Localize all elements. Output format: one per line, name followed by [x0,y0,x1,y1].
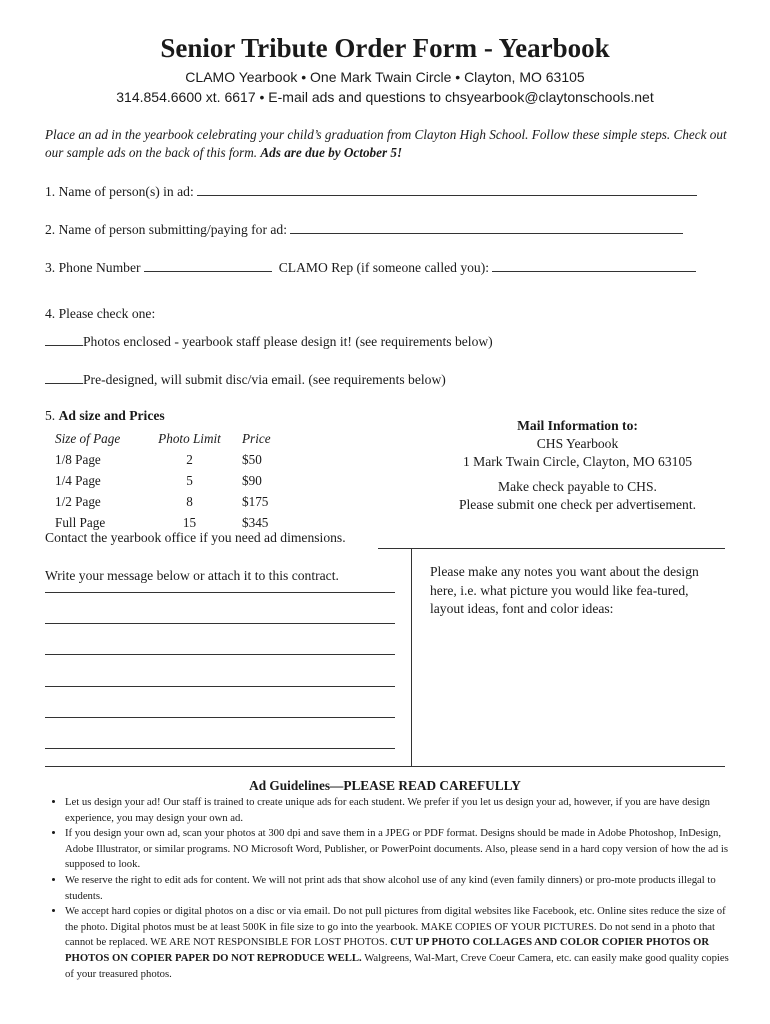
option1-text: Photos enclosed - yearbook staff please design it! (see requirements below) [83,334,493,349]
intro-paragraph [45,126,745,162]
name-label: 1. Name of person(s) in ad: [45,184,194,199]
guideline-item: • We accept hard copies or digital photos on a disc or via email. Do not pull pictures from digital websites like Facebook, etc. Online sites reduce the size of the photo. Digital photos must be at least 500K in file size to go into the yearbook. MAKE COPIES OF YOUR PICTURES. Do not send in a photo that cannot be replaced. WE ARE NOT RESPONSIBLE FOR LOST PHOTOS. CUT UP PHOTO COLLAGES AND COLOR COPIER PHOTOS OR PHOTOS ON COPIER PAPER DO NOT REPRODUCE WELL. Walgreens, Wal-Mart, Creve Coeur Camera, etc. can easily make good quality copies of your treasured photos. [65,904,730,982]
rep-input[interactable] [492,259,696,272]
mail-line: Make check payable to CHS. [498,479,657,494]
mail-info [430,417,725,514]
price-row: Full Page 15 $345 [55,514,269,530]
submitter-input[interactable] [290,221,683,234]
divider-line [378,548,725,549]
message-line [45,623,395,624]
deadline-text: Ads are due by October 5! [260,145,403,160]
guidelines-list [45,795,730,982]
guidelines-heading: Ad Guidelines—PLEASE READ CAREFULLY [249,778,521,793]
mail-line: Please submit one check per advertisement. [458,497,697,512]
guideline-item: • Let us design your ad! Our staff is trained to create unique ads for each student. We prefer if you let us design your ad, however, if you are have design experience, you may design your own ad. [65,795,730,826]
dimensions-note: Contact the yearbook office if you need ad dimensions. [45,530,346,545]
price-table-header: Size of Page Photo Limit Price [55,430,271,446]
field-submitter [45,221,683,238]
phone-label: 3. Phone Number [45,260,141,275]
option-pre-designed [45,371,446,388]
divider-line [45,766,725,767]
message-line [45,717,395,718]
design-notes-label: Please make any notes you want about the design here, i.e. what picture you would like fea-tured, layout ideas, font and color ideas: [430,564,699,616]
mail-line: CHS Yearbook [536,436,619,451]
phone-input[interactable] [144,259,272,272]
field-name-in-ad [45,183,697,200]
price-row: 1/2 Page 8 $175 [55,493,269,509]
divider-line [411,548,412,766]
submitter-label: 2. Name of person submitting/paying for ad: [45,222,287,237]
check-label: 4. Please check one: [45,306,156,321]
option-photos-enclosed [45,333,493,350]
address-line: CLAMO Yearbook • One Mark Twain Circle • Clayton, MO 63105 [185,69,585,85]
option2-checkbox[interactable] [45,371,83,384]
mail-line: 1 Mark Twain Circle, Clayton, MO 63105 [462,454,693,469]
option1-checkbox[interactable] [45,333,83,346]
name-input[interactable] [197,183,697,196]
message-label: Write your message below or attach it to this contract. [45,568,339,583]
prices-heading: 5. Ad size and Prices [45,408,165,423]
design-notes-area[interactable] [420,620,720,760]
mail-heading: Mail Information to: [517,418,638,433]
message-line [45,686,395,687]
guideline-item: • We reserve the right to edit ads for content. We will not print ads that show alcohol use of any kind (even family dinners) or pro-mote products illegal to students. [65,873,730,904]
field-phone-rep [45,259,696,276]
message-area[interactable] [45,560,395,760]
contact-line: 314.854.6600 xt. 6617 • E-mail ads and questions to chsyearbook@claytonschools.net [116,89,654,105]
form-title: Senior Tribute Order Form - Yearbook [160,33,610,63]
message-line [45,748,395,749]
price-row: 1/4 Page 5 $90 [55,472,262,488]
message-line [45,654,395,655]
rep-label: CLAMO Rep (if someone called you): [278,260,490,275]
price-row: 1/8 Page 2 $50 [55,451,262,467]
option2-text: Pre-designed, will submit disc/via email. (see requirements below) [83,372,446,387]
price-table [55,428,302,533]
guideline-item: • If you design your own ad, scan your photos at 300 dpi and save them in a JPEG or PDF format. Designs should be made in Adobe Photoshop, InDesign, Adobe Illustrator, or similar programs. NO Microsoft Word, Publisher, or PowerPoint documents. Also, please send in a hard copy version of how the ad is supposed to look. [65,826,730,873]
message-line [45,592,395,593]
intro-text: Place an ad in the yearbook celebrating your child’s graduation from Clayton High School. Follow these simple steps. Check out our sample ads on the back of this form. [45,127,727,160]
